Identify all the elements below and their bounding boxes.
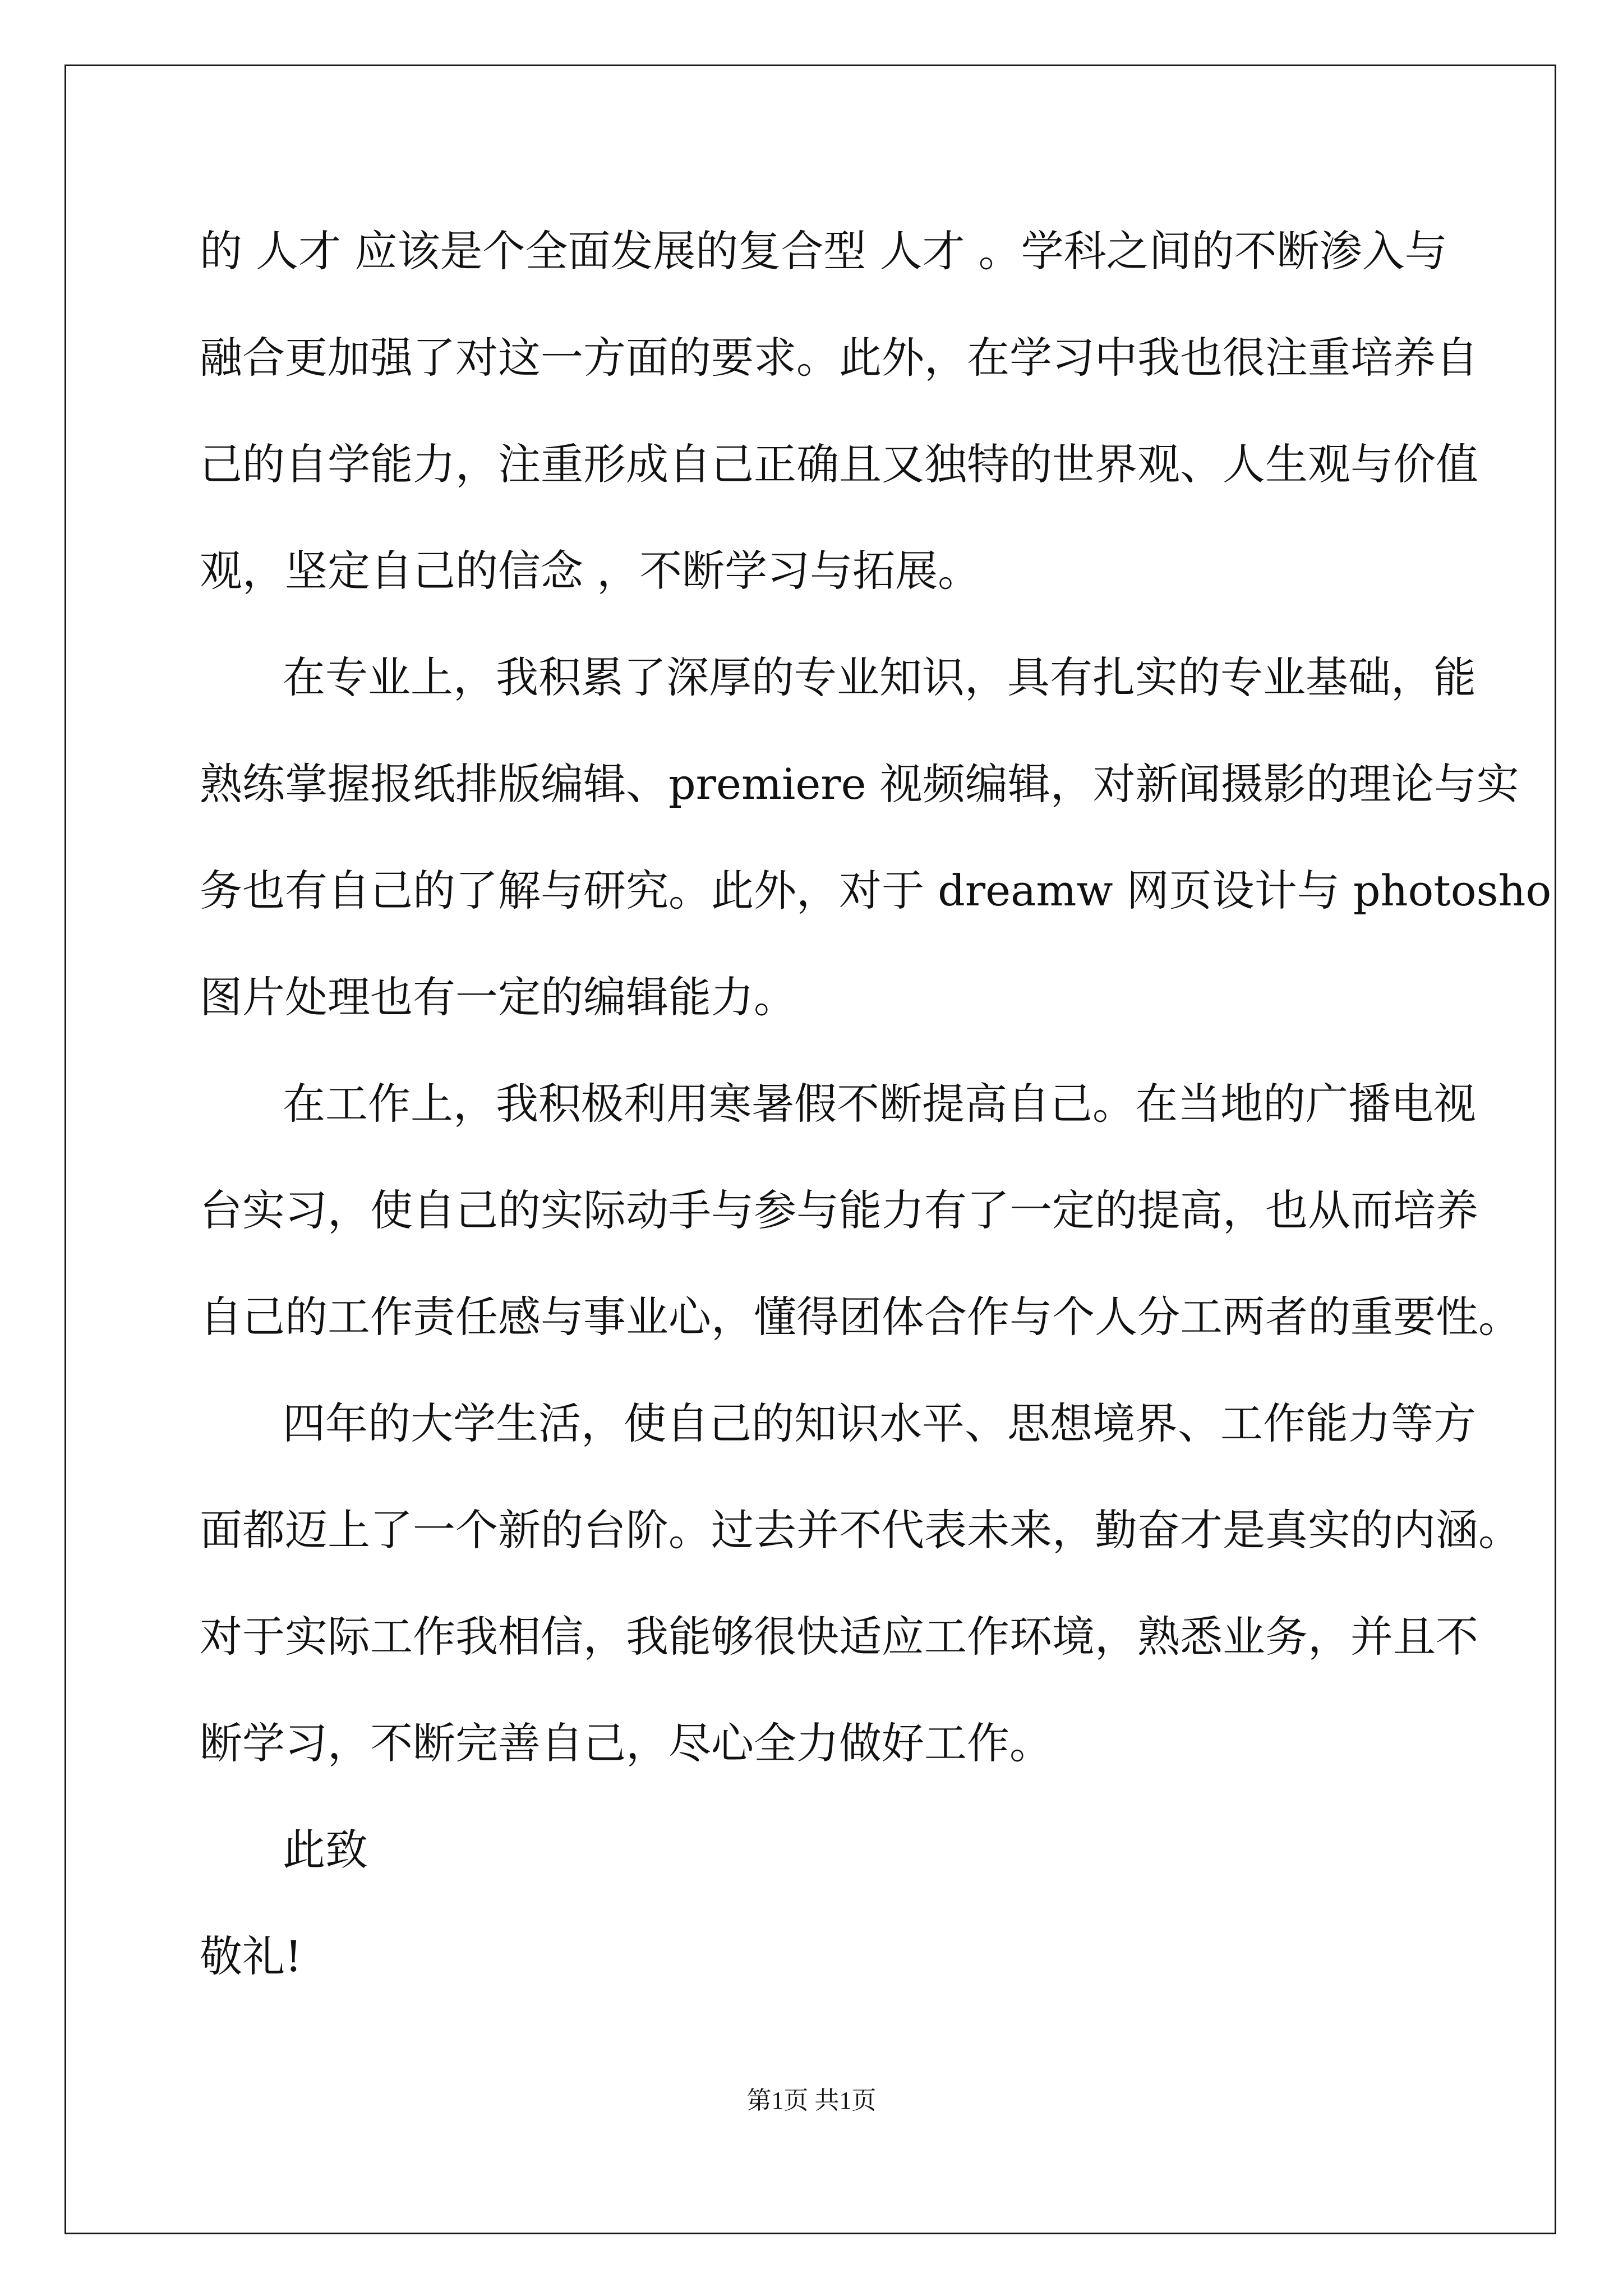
body-line-9: 在工作上，我积极利用寒暑假不断提高自己。在当地的广播电视	[283, 1079, 1476, 1129]
body-line-13: 面都迈上了一个新的台阶。过去并不代表未来，勤奋才是真实的内涵。	[200, 1505, 1521, 1555]
salutation-line: 敬礼!	[200, 1931, 302, 1981]
body-line-6: 熟练掌握报纸排版编辑、premiere 视频编辑，对新闻摄影的理论与实	[200, 759, 1519, 809]
body-line-2: 融合更加强了对这一方面的要求。此外，在学习中我也很注重培养自	[200, 333, 1478, 383]
page-border	[64, 65, 1556, 2234]
body-line-15: 断学习，不断完善自己，尽心全力做好工作。	[200, 1718, 1052, 1768]
body-line-10: 台实习，使自己的实际动手与参与能力有了一定的提高，也从而培养	[200, 1185, 1478, 1235]
body-line-3: 己的自学能力，注重形成自己正确且又独特的世界观、人生观与价值	[200, 439, 1478, 489]
page-footer: 第1页 共1页	[746, 2087, 877, 2114]
body-line-8: 图片处理也有一定的编辑能力。	[200, 972, 796, 1022]
body-line-14: 对于实际工作我相信，我能够很快适应工作环境，熟悉业务，并且不	[200, 1612, 1478, 1662]
body-line-7: 务也有自己的了解与研究。此外，对于 dreamw 网页设计与 photosho	[200, 866, 1552, 915]
closing-line: 此致	[283, 1825, 368, 1875]
body-line-11: 自己的工作责任感与事业心，懂得团体合作与个人分工两者的重要性。	[200, 1292, 1521, 1342]
body-line-1: 的 人才 应该是个全面发展的复合型 人才 。学科之间的不断渗入与	[200, 226, 1447, 276]
body-line-4: 观，坚定自己的信念 ，不断学习与拓展。	[200, 546, 981, 596]
body-line-5: 在专业上，我积累了深厚的专业知识，具有扎实的专业基础，能	[283, 652, 1476, 702]
body-line-12: 四年的大学生活，使自己的知识水平、思想境界、工作能力等方	[283, 1398, 1476, 1448]
